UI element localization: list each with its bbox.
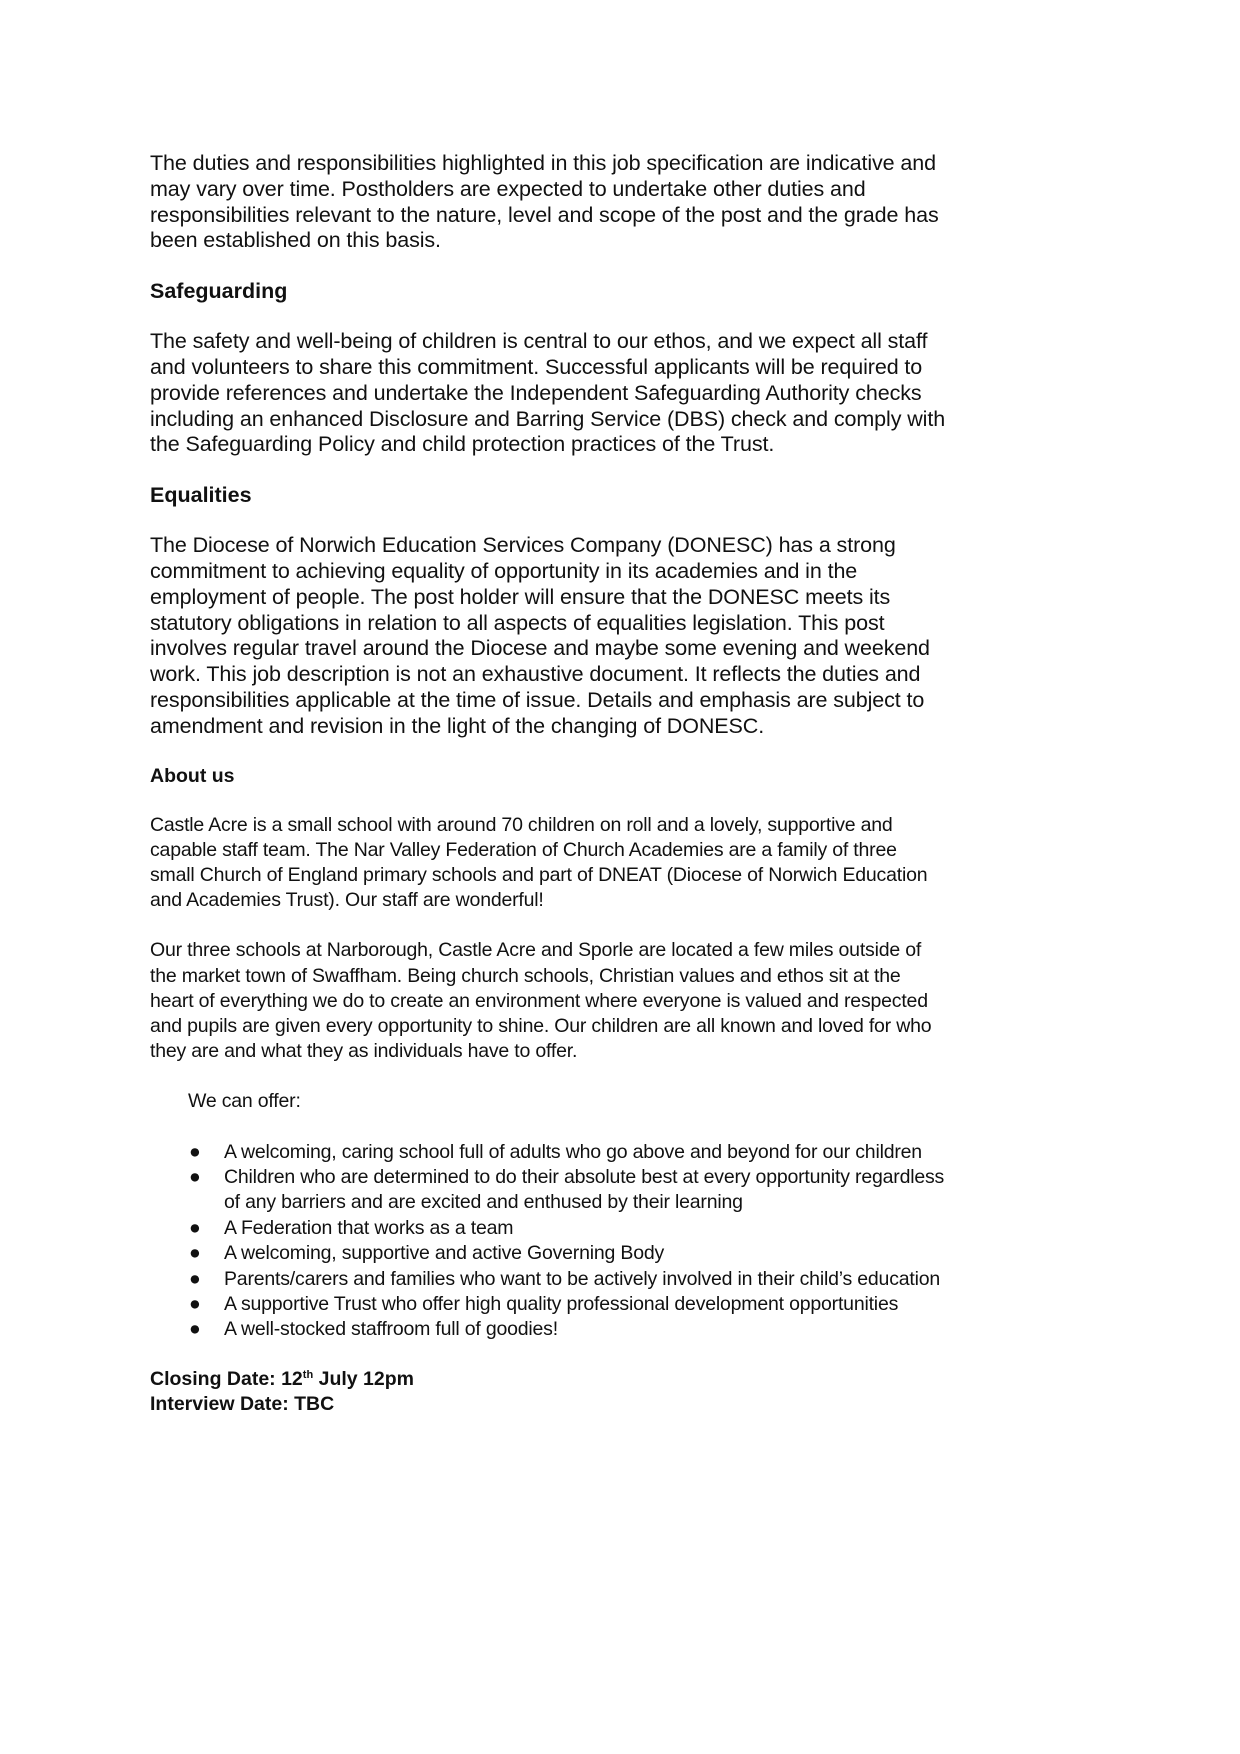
dates-block	[150, 1367, 1100, 1418]
text-line: provide references and undertake the Independent Safeguarding Authority checks	[150, 380, 922, 405]
text-line: statutory obligations in relation to all aspects of equalities legislation. This post	[150, 610, 885, 635]
bullet-icon: ●	[189, 1140, 201, 1163]
text-line: amendment and revision in the light of the changing of DONESC.	[150, 713, 765, 738]
intro-paragraph	[150, 151, 1100, 254]
text-line: employment of people. The post holder will ensure that the DONESC meets its	[150, 584, 891, 609]
list-item	[150, 1292, 1100, 1317]
equalities-paragraph	[150, 533, 1100, 739]
about-paragraph-2	[150, 938, 1100, 1064]
text-line: and pupils are given every opportunity to shine. Our children are all known and loved for who	[150, 1014, 932, 1037]
text-line: The safety and well-being of children is central to our ethos, and we expect all staff	[150, 329, 928, 354]
text-line: the market town of Swaffham. Being church schools, Christian values and ethos sit at the	[150, 964, 901, 987]
about-paragraph-1	[150, 813, 1100, 914]
document-page	[150, 151, 1100, 1418]
text-line: including an enhanced Disclosure and Barring Service (DBS) check and comply with	[150, 406, 946, 431]
text-line: Our three schools at Narborough, Castle Acre and Sporle are located a few miles outside of	[150, 939, 922, 962]
ordinal-suffix: th	[302, 1368, 314, 1381]
list-item	[150, 1216, 1100, 1241]
bullet-icon: ●	[189, 1242, 201, 1265]
text-line: involves regular travel around the Diocese and maybe some evening and weekend	[150, 636, 930, 661]
text-line: responsibilities applicable at the time of issue. Details and emphasis are subject to	[150, 687, 925, 712]
text-line: and Academies Trust). Our staff are wonderful!	[150, 889, 544, 912]
offer-intro: We can offer:	[188, 1090, 301, 1113]
bullet-icon: ●	[189, 1318, 201, 1341]
list-item	[150, 1140, 1100, 1165]
text-line: responsibilities relevant to the nature, level and scope of the post and the grade has	[150, 202, 939, 227]
text-line: the Safeguarding Policy and child protection practices of the Trust.	[150, 432, 775, 457]
text-line: Children who are determined to do their absolute best at every opportunity regardless	[224, 1165, 945, 1188]
offer-list	[150, 1140, 1100, 1343]
text-line: Parents/carers and families who want to be actively involved in their child’s education	[224, 1267, 941, 1290]
text-line: small Church of England primary schools and part of DNEAT (Diocese of Norwich Education	[150, 863, 928, 886]
text-line: Castle Acre is a small school with around 70 children on roll and a lovely, supportive and	[150, 813, 893, 836]
bullet-icon: ●	[189, 1293, 201, 1316]
closing-date-time: July 12pm	[313, 1367, 414, 1390]
list-item	[150, 1317, 1100, 1342]
bullet-icon: ●	[189, 1165, 201, 1188]
text-line: commitment to achieving equality of opportunity in its academies and in the	[150, 558, 858, 583]
safeguarding-heading: Safeguarding	[150, 279, 288, 304]
text-line: and volunteers to share this commitment. Successful applicants will be required to	[150, 354, 923, 379]
interview-date: Interview Date: TBC	[150, 1393, 335, 1416]
text-line: may vary over time. Postholders are expected to undertake other duties and	[150, 176, 866, 201]
bullet-icon: ●	[189, 1267, 201, 1290]
text-line: A welcoming, supportive and active Governing Body	[224, 1242, 665, 1265]
text-line: heart of everything we do to create an environment where everyone is valued and respected	[150, 989, 928, 1012]
text-line: A welcoming, caring school full of adults who go above and beyond for our children	[224, 1140, 922, 1163]
text-line: they are and what they as individuals have to offer.	[150, 1040, 578, 1063]
safeguarding-paragraph	[150, 329, 1100, 458]
list-item	[150, 1241, 1100, 1266]
text-line: A well-stocked staffroom full of goodies!	[224, 1318, 558, 1341]
text-line: A supportive Trust who offer high quality professional development opportunities	[224, 1293, 899, 1316]
text-line: of any barriers and are excited and enthused by their learning	[224, 1191, 743, 1214]
bullet-icon: ●	[189, 1216, 201, 1239]
text-line: work. This job description is not an exhaustive document. It reflects the duties and	[150, 662, 921, 687]
closing-date-label: Closing Date: 12	[150, 1367, 303, 1390]
text-line: The Diocese of Norwich Education Services Company (DONESC) has a strong	[150, 533, 896, 558]
list-item	[150, 1267, 1100, 1292]
equalities-heading: Equalities	[150, 483, 252, 508]
text-line: been established on this basis.	[150, 228, 441, 253]
text-line: A Federation that works as a team	[224, 1216, 514, 1239]
about-us-heading: About us	[150, 764, 235, 787]
closing-date	[150, 1367, 1100, 1393]
text-line: The duties and responsibilities highlighted in this job specification are indicative and	[150, 151, 936, 175]
text-line: capable staff team. The Nar Valley Federation of Church Academies are a family of three	[150, 838, 897, 861]
list-item	[150, 1165, 1100, 1216]
